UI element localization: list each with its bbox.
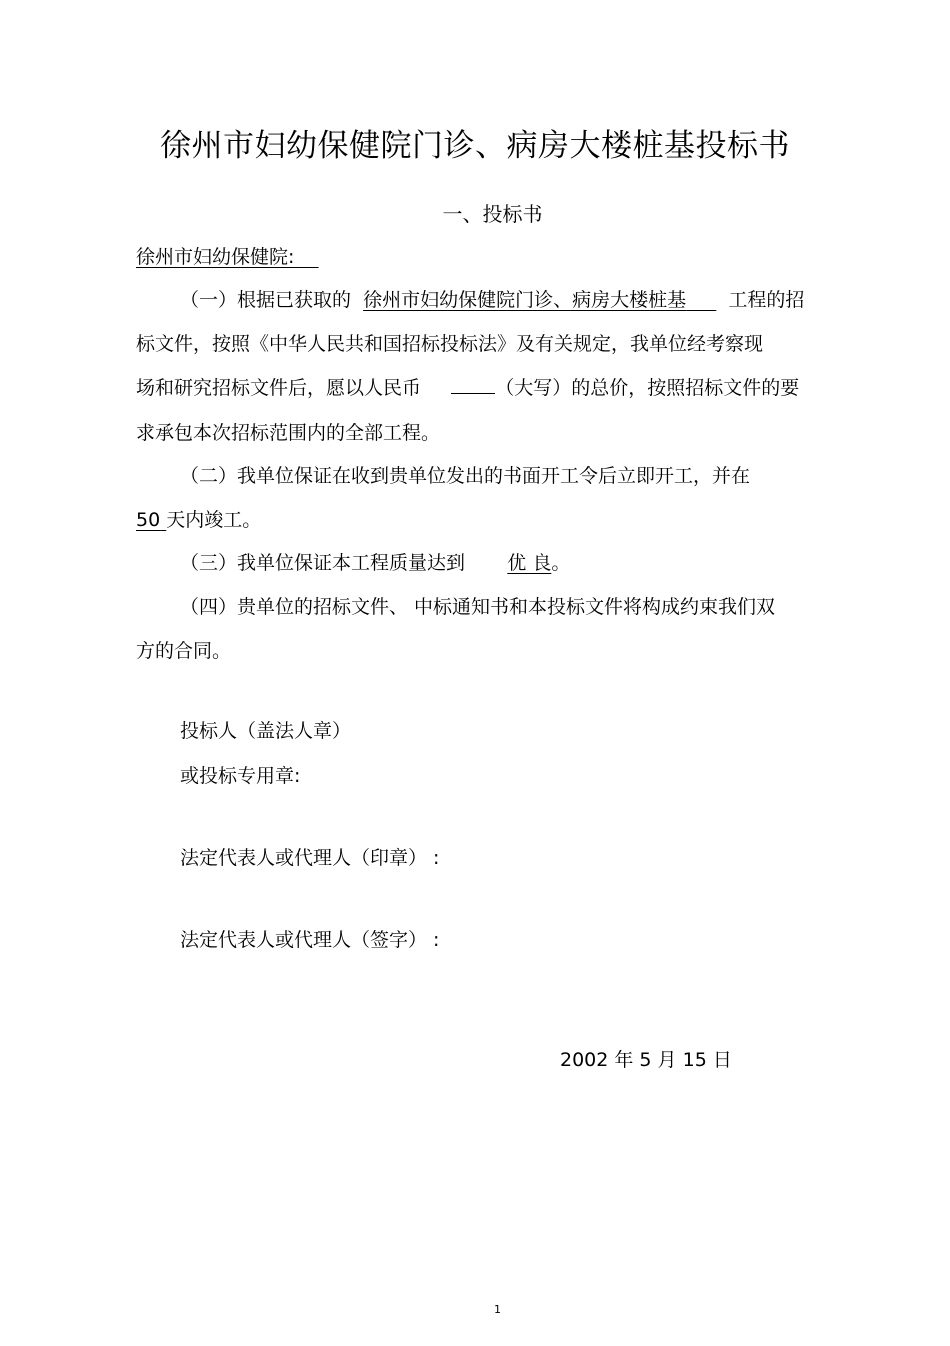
paragraph-4-line-1: （四）贵单位的招标文件、 中标通知书和本投标文件将构成约束我们双 xyxy=(180,596,776,618)
paragraph-4-line-2: 方的合同。 xyxy=(136,640,232,662)
paragraph-3 xyxy=(180,548,570,575)
addressee-text: 徐州市妇幼保健院: xyxy=(136,246,295,268)
paragraph-1-line-2: 标文件，按照《中华人民共和国招标投标法》及有关规定，我单位经考察现 xyxy=(136,333,764,355)
page-title: 徐州市妇幼保健院门诊、病房大楼桩基投标书 xyxy=(160,128,790,164)
paragraph-1-line-1 xyxy=(180,285,804,312)
p1-line3b: （大写）的总价，按照招标文件的要 xyxy=(495,377,800,399)
p1-prefix: （一）根据已获取的 xyxy=(180,289,352,311)
addressee xyxy=(136,242,319,269)
p2-line2: 天内竣工。 xyxy=(166,509,262,531)
paragraph-1-line-4: 求承包本次招标范围内的全部工程。 xyxy=(136,422,441,444)
bidder-label: 投标人（盖法人章） xyxy=(180,720,352,742)
p1-suffix: 工程的招 xyxy=(728,289,805,311)
section-title: 一、投标书 xyxy=(442,202,543,226)
paragraph-2-line-1: （二）我单位保证在收到贵单位发出的书面开工令后立即开工，并在 xyxy=(180,465,751,487)
document-date: 2002 年 5 月 15 日 xyxy=(560,1049,732,1071)
p1-project-name: 徐州市妇幼保健院门诊、病房大楼桩基 xyxy=(363,289,687,311)
p3-prefix: （三）我单位保证本工程质量达到 xyxy=(180,552,466,574)
days-value: 50 xyxy=(136,509,161,531)
page-number: 1 xyxy=(494,1303,501,1316)
representative-signature-label: 法定代表人或代理人（签字） : xyxy=(180,929,440,951)
p1-line3a: 场和研究招标文件后，愿以人民币 xyxy=(136,377,422,399)
paragraph-1-line-3 xyxy=(136,373,799,400)
representative-seal-label: 法定代表人或代理人（印章） : xyxy=(180,847,440,869)
p3-suffix: 。 xyxy=(551,552,571,574)
amount-blank xyxy=(451,375,495,394)
quality-value: 优 良 xyxy=(507,552,552,574)
paragraph-2-line-2 xyxy=(136,505,261,532)
bid-seal-label: 或投标专用章: xyxy=(180,765,301,787)
